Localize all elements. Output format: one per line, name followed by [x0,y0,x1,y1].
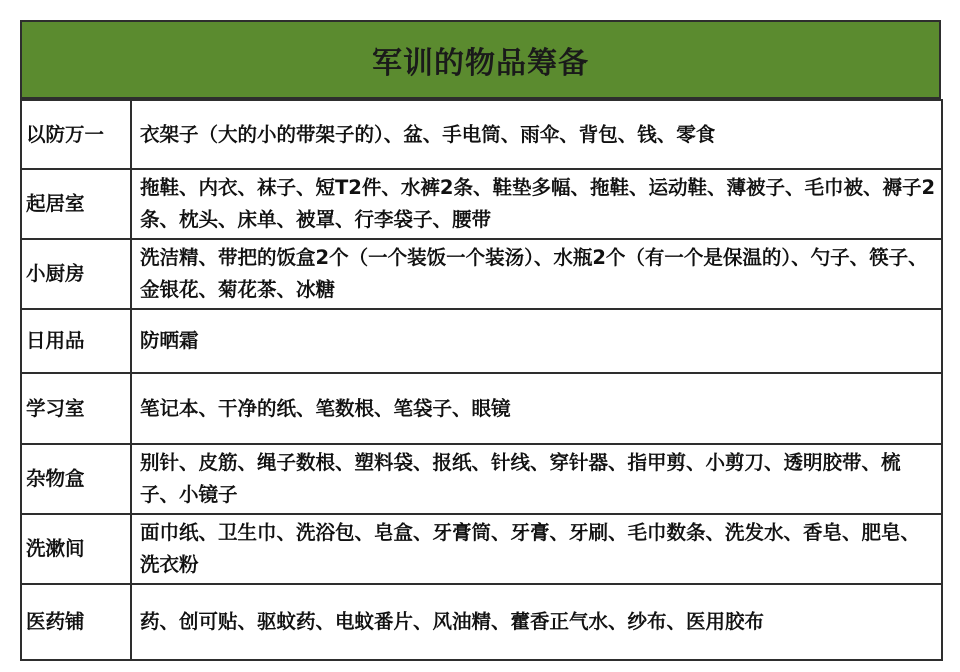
items-cell: 面巾纸、卫生巾、洗浴包、皂盒、牙膏筒、牙膏、牙刷、毛巾数条、洗发水、香皂、肥皂、洗衣粉 [131,514,942,584]
items-cell: 拖鞋、内衣、袜子、短T2件、水裤2条、鞋垫多幅、拖鞋、运动鞋、薄被子、毛巾被、褥子2条、枕头、床单、被罩、行李袋子、腰带 [131,169,942,239]
table-row [21,309,942,373]
category-cell: 学习室 [21,373,131,444]
category-cell: 以防万一 [21,100,131,169]
table-row [21,584,942,660]
table-row [21,514,942,584]
category-cell: 洗漱间 [21,514,131,584]
category-cell: 小厨房 [21,239,131,309]
items-cell: 药、创可贴、驱蚊药、电蚊番片、风油精、藿香正气水、纱布、医用胶布 [131,584,942,660]
items-cell: 洗洁精、带把的饭盒2个（一个装饭一个装汤）、水瓶2个（有一个是保温的）、勺子、筷子、金银花、菊花茶、冰糖 [131,239,942,309]
items-table [20,99,943,661]
items-cell: 别针、皮筋、绳子数根、塑料袋、报纸、针线、穿针器、指甲剪、小剪刀、透明胶带、梳子、小镜子 [131,444,942,514]
supply-table [20,20,941,661]
table-row [21,169,942,239]
page-title: 军训的物品筹备 [372,45,589,81]
table-row [21,444,942,514]
category-cell: 医药铺 [21,584,131,660]
category-cell: 日用品 [21,309,131,373]
category-cell: 杂物盒 [21,444,131,514]
table-row [21,373,942,444]
table-row [21,239,942,309]
table-row [21,100,942,169]
title-bar [20,20,941,99]
category-cell: 起居室 [21,169,131,239]
items-cell: 笔记本、干净的纸、笔数根、笔袋子、眼镜 [131,373,942,444]
items-cell: 衣架子（大的小的带架子的）、盆、手电筒、雨伞、背包、钱、零食 [131,100,942,169]
items-cell: 防晒霜 [131,309,942,373]
